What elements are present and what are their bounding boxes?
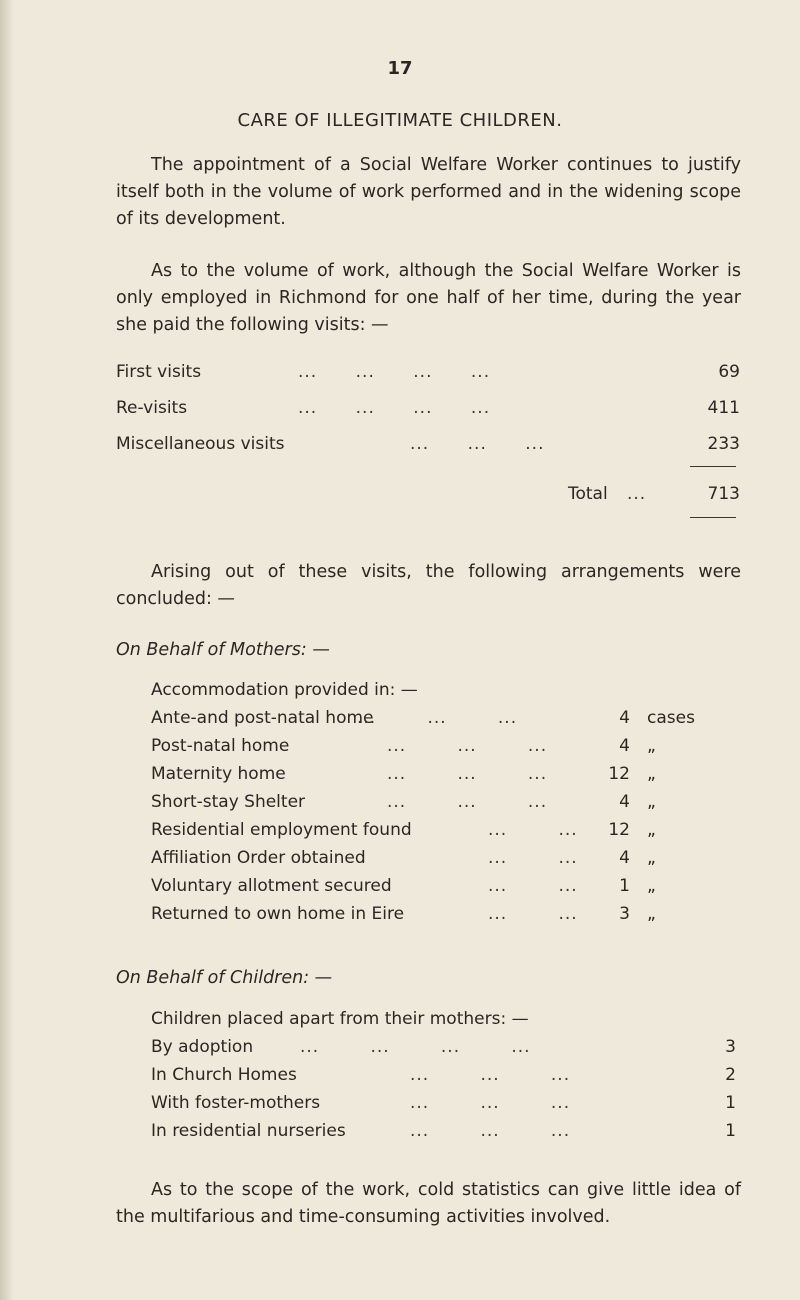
dot-leader: ... ... ...: [410, 434, 545, 454]
dot-leader: ... ... ...: [410, 1093, 571, 1113]
mother-item-unit: cases: [647, 708, 695, 728]
mother-item-value: 4: [619, 708, 630, 728]
visit-value: 69: [718, 362, 740, 382]
dot-leader: ... ...: [488, 876, 578, 896]
visit-value: 233: [707, 434, 740, 454]
dot-leader: ... ... ...: [357, 708, 518, 728]
mother-item-value: 4: [619, 792, 630, 812]
paragraph-scope: As to the scope of the work, cold statistics can give little idea of the multifarious and time-consuming activities involved.: [116, 1180, 741, 1227]
mother-item-unit: „: [647, 848, 656, 868]
mother-item-value: 3: [619, 904, 630, 924]
mother-item-unit: „: [647, 764, 656, 784]
paragraph-volume: As to the volume of work, although the Social Welfare Worker is only employed in Richmond for one half of her time, during the year she paid the following visits: —: [116, 261, 741, 335]
children-subheading: Children placed apart from their mothers: —: [151, 1009, 529, 1029]
page-edge-shadow: [0, 0, 14, 1300]
visit-label: Re-visits: [116, 398, 188, 418]
child-item-label: In Church Homes: [151, 1065, 297, 1085]
mother-item-label: Residential employment found: [151, 820, 412, 840]
dot-leader: ... ... ...: [410, 1121, 571, 1141]
dot-leader: ... ... ...: [387, 764, 548, 784]
dot-leader: ... ... ...: [387, 736, 548, 756]
mother-item-value: 4: [619, 848, 630, 868]
mothers-subheading: Accommodation provided in: —: [151, 680, 418, 700]
child-item-value: 2: [725, 1065, 736, 1085]
dot-leader: ... ... ... ...: [298, 362, 491, 382]
mother-item-value: 12: [608, 820, 630, 840]
dot-leader: ...: [627, 484, 647, 504]
dot-leader: ... ...: [488, 820, 578, 840]
child-item-label: By adoption: [151, 1037, 254, 1057]
mother-item-unit: „: [647, 736, 656, 756]
mother-item-value: 12: [608, 764, 630, 784]
children-heading: On Behalf of Children: —: [116, 968, 333, 988]
total-value: 713: [707, 484, 740, 504]
mother-item-label: Returned to own home in Eire: [151, 904, 405, 924]
mother-item-unit: „: [647, 876, 656, 896]
child-item-label: With foster-mothers: [151, 1093, 321, 1113]
mother-item-label: Short-stay Shelter: [151, 792, 306, 812]
mother-item-label: Maternity home: [151, 764, 286, 784]
dot-leader: ... ... ... ...: [300, 1037, 531, 1057]
mother-item-unit: „: [647, 904, 656, 924]
paragraph-appointment: The appointment of a Social Welfare Worker continues to justify itself both in the volume of work performed and in the widening scope of its development.: [116, 155, 741, 229]
mother-item-value: 1: [619, 876, 630, 896]
total-label: Total: [568, 484, 608, 504]
dot-leader: ... ... ...: [410, 1065, 571, 1085]
dot-leader: ... ... ... ...: [298, 398, 491, 418]
mother-item-value: 4: [619, 736, 630, 756]
mother-item-label: Ante-and post-natal home: [151, 708, 374, 728]
dot-leader: ... ...: [488, 904, 578, 924]
child-item-value: 1: [725, 1121, 736, 1141]
dot-leader: ... ...: [488, 848, 578, 868]
paragraph-arising: Arising out of these visits, the following arrangements were concluded: —: [116, 562, 741, 609]
mother-item-label: Voluntary allotment secured: [151, 876, 392, 896]
visit-value: 411: [707, 398, 740, 418]
mother-item-unit: „: [647, 820, 656, 840]
mother-item-unit: „: [647, 792, 656, 812]
child-item-value: 1: [725, 1093, 736, 1113]
mother-item-label: Post-natal home: [151, 736, 290, 756]
visit-label: Miscellaneous visits: [116, 434, 285, 454]
total-rule: [690, 517, 736, 518]
sum-rule: [690, 466, 736, 467]
page-number: 17: [387, 58, 413, 79]
visit-label: First visits: [116, 362, 202, 382]
mothers-heading: On Behalf of Mothers: —: [116, 640, 330, 660]
child-item-value: 3: [725, 1037, 736, 1057]
section-title: CARE OF ILLEGITIMATE CHILDREN.: [237, 110, 563, 131]
dot-leader: ... ... ...: [387, 792, 548, 812]
mother-item-label: Affiliation Order obtained: [151, 848, 366, 868]
child-item-label: In residential nurseries: [151, 1121, 346, 1141]
